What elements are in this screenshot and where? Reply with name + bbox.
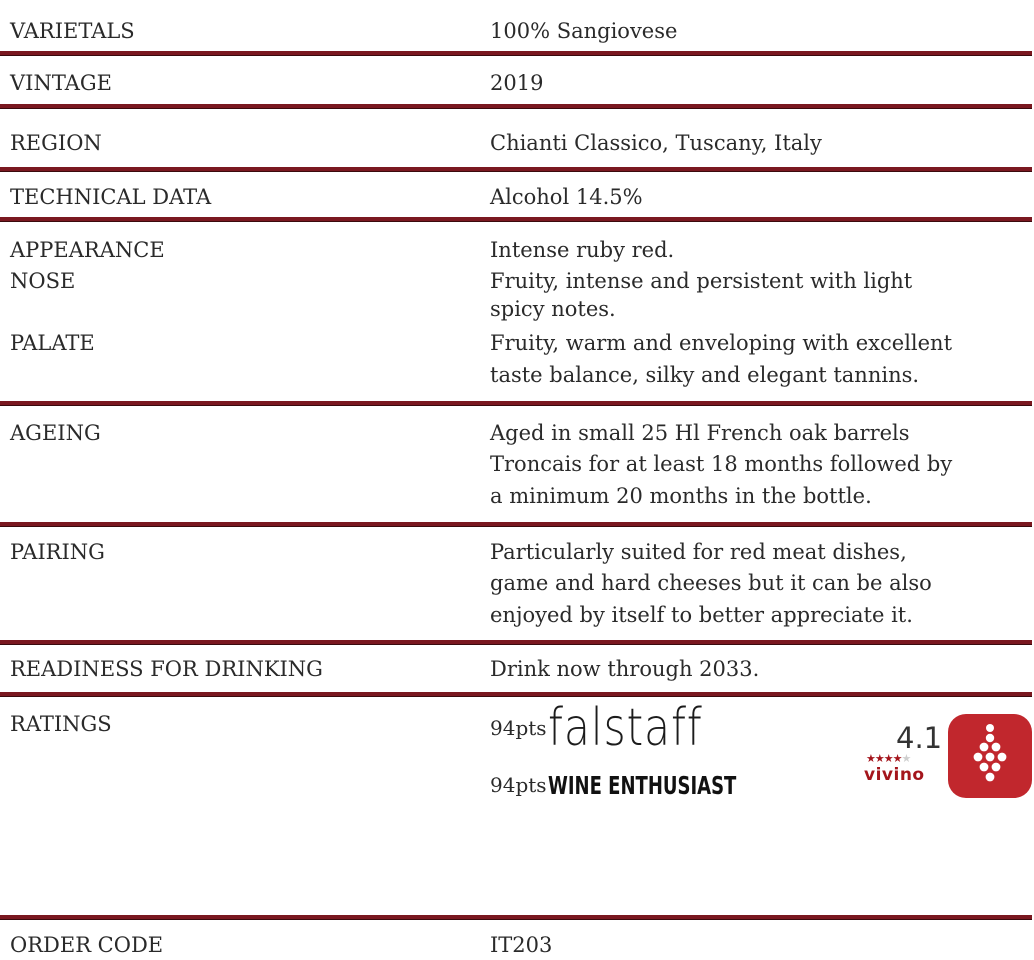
technical-data-label: TECHNICAL DATA	[10, 185, 212, 209]
pairing-label: PAIRING	[10, 540, 105, 564]
varietals-value: 100% Sangiovese	[490, 19, 678, 43]
region-label: REGION	[10, 131, 102, 155]
pairing-value-line-1: Particularly suited for red meat dishes,	[490, 540, 907, 564]
row-divider	[0, 401, 1032, 406]
row-divider	[0, 640, 1032, 645]
falstaff-points: 94pts	[490, 716, 547, 740]
vivino-score: 4.1	[896, 721, 943, 755]
pairing-value-line-2: game and hard cheeses but it can be also	[490, 571, 932, 595]
star-filled-icon: ★	[883, 752, 893, 765]
row-divider	[0, 51, 1032, 56]
ageing-value-line-1: Aged in small 25 Hl French oak barrels	[490, 421, 910, 445]
order-code-value: IT203	[490, 933, 553, 957]
falstaff-logo: falstaff	[548, 698, 703, 758]
region-value: Chianti Classico, Tuscany, Italy	[490, 131, 822, 155]
star-filled-icon: ★	[874, 752, 884, 765]
row-divider	[0, 167, 1032, 172]
technical-data-value: Alcohol 14.5%	[490, 185, 643, 209]
palate-value-line-1: Fruity, warm and enveloping with excellent	[490, 331, 953, 355]
pairing-value-line-3: enjoyed by itself to better appreciate it.	[490, 603, 913, 627]
row-divider	[0, 692, 1032, 697]
ageing-label: AGEING	[10, 421, 101, 445]
row-divider	[0, 915, 1032, 920]
wine-enthusiast-points: 94pts	[490, 773, 547, 797]
vintage-label: VINTAGE	[10, 71, 112, 95]
nose-value-line-1: Fruity, intense and persistent with light	[490, 269, 913, 293]
vivino-logo: vivino	[864, 765, 925, 785]
vivino-stars	[866, 753, 910, 765]
wine-enthusiast-logo: WINE ENTHUSIAST	[548, 771, 737, 800]
palate-label: PALATE	[10, 331, 95, 355]
row-divider	[0, 217, 1032, 222]
ratings-label: RATINGS	[10, 712, 112, 736]
palate-value-line-2: taste balance, silky and elegant tannins.	[490, 363, 920, 387]
star-filled-icon: ★	[866, 752, 875, 765]
ageing-value-line-2: Troncais for at least 18 months followed by	[490, 452, 953, 476]
vintage-value: 2019	[490, 71, 544, 95]
row-divider	[0, 104, 1032, 109]
row-divider	[0, 522, 1032, 527]
appearance-value: Intense ruby red.	[490, 238, 675, 262]
varietals-label: VARIETALS	[10, 19, 135, 43]
ageing-value-line-3: a minimum 20 months in the bottle.	[490, 484, 872, 508]
readiness-label: READINESS FOR DRINKING	[10, 657, 323, 681]
star-empty-icon: ★	[901, 752, 911, 765]
nose-value-line-2: spicy notes.	[490, 297, 616, 321]
appearance-label: APPEARANCE	[10, 238, 165, 262]
order-code-label: ORDER CODE	[10, 933, 164, 957]
nose-label: NOSE	[10, 269, 76, 293]
readiness-value: Drink now through 2033.	[490, 657, 760, 681]
grape-cluster-icon	[948, 714, 1032, 798]
star-filled-icon: ★	[892, 752, 902, 765]
vivino-app-icon	[948, 714, 1032, 798]
